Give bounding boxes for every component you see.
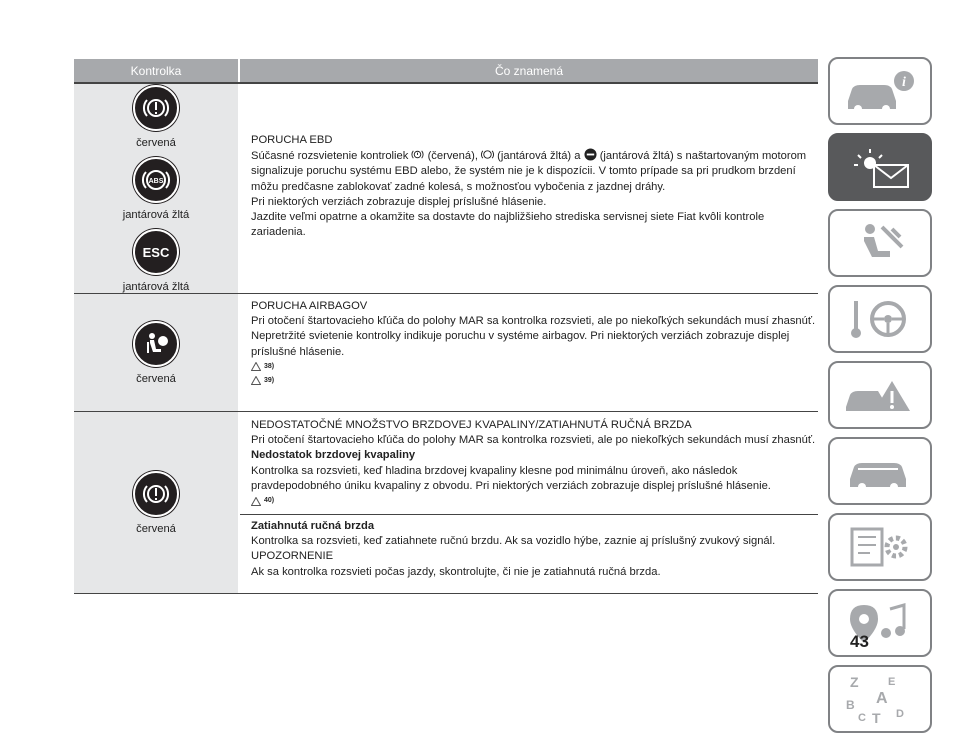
body-text: Súčasné rozsvietenie kontroliek (červená), (jantárová žltá) a (jantárová žltá) s naštartovaným motorom signalizuje poruchu systému EBD alebo, že systém nie je k dispozícii. V tomto prípade sa pri prudkom brzdení môžu predčasne zablokovať zadné kolesá, s možnosťou vybočenia z jazdnej dráhy. bbox=[251, 150, 807, 193]
page-number: 43 bbox=[850, 632, 869, 651]
warning-reference[interactable]: 39) bbox=[251, 374, 818, 388]
seat-airbag-icon bbox=[840, 219, 920, 267]
header-kontrolka: Kontrolka bbox=[74, 59, 238, 82]
subsection-title: Zatiahnutá ručná brzda bbox=[251, 520, 375, 533]
icon-caption: červená bbox=[136, 136, 176, 149]
fault-title: PORUCHA EBD bbox=[251, 134, 333, 146]
technical-data-icon bbox=[840, 523, 920, 571]
car-info-icon bbox=[840, 67, 920, 115]
tab-safety[interactable] bbox=[828, 209, 932, 277]
index-letter: D bbox=[896, 708, 904, 720]
index-letter: Z bbox=[850, 674, 859, 690]
body-text: Nepretržité svietenie kontrolky indikuje poruchu v systéme airbagov. Pri niektorých verziách zobrazuje displej príslušné hlásenie. bbox=[251, 330, 790, 358]
note-title: UPOZORNENIE bbox=[251, 550, 334, 563]
tab-technical-data[interactable] bbox=[828, 513, 932, 581]
icon-caption: červená bbox=[136, 372, 176, 385]
meaning-cell bbox=[240, 412, 818, 593]
index-letter: A bbox=[876, 690, 888, 707]
warning-triangle-icon bbox=[251, 497, 261, 506]
brake-warning-icon bbox=[133, 471, 179, 517]
brake-warning-icon bbox=[133, 85, 179, 131]
tab-starting-driving[interactable] bbox=[828, 285, 932, 353]
body-text: Kontrolka sa rozsvieti, keď hladina brzdovej kvapaliny klesne pod minimálnu úroveň, ako následok pravdepodobného úniku kvapaliny z obvodu. Pri niektorých verziách zobrazuje displej príslušné hlásenie. bbox=[251, 464, 771, 492]
car-maintenance-icon bbox=[840, 447, 920, 495]
icon-caption: jantárová žltá bbox=[122, 280, 190, 293]
icon-caption: červená bbox=[136, 522, 176, 535]
warning-reference[interactable]: 40) bbox=[251, 494, 818, 508]
emergency-accident-icon bbox=[840, 371, 920, 419]
index-letter: E bbox=[888, 676, 896, 688]
alphabetical-index-icon bbox=[840, 673, 920, 725]
brake-warning-icon bbox=[411, 148, 424, 161]
tab-warning-lights[interactable] bbox=[828, 133, 932, 201]
body-text: Ak sa kontrolka rozsvieti počas jazdy, skontrolujte, či nie je zatiahnutá ručná brzda. bbox=[251, 565, 661, 578]
fault-title: NEDOSTATOČNÉ MNOŽSTVO BRZDOVEJ KVAPALINY/ZATIAHNUTÁ RUČNÁ BRZDA bbox=[251, 419, 692, 431]
icon-caption: jantárová žltá bbox=[122, 208, 190, 221]
tab-maintenance[interactable] bbox=[828, 437, 932, 505]
svg-text:ABS: ABS bbox=[148, 177, 164, 185]
abs-icon bbox=[133, 157, 179, 203]
tab-emergency[interactable] bbox=[828, 361, 932, 429]
abs-icon bbox=[481, 148, 494, 161]
esc-icon bbox=[584, 148, 597, 161]
icon-cell bbox=[74, 412, 238, 593]
body-text: Pri niektorých verziách zobrazuje displej príslušné hlásenie. bbox=[251, 195, 547, 208]
esc-icon bbox=[133, 229, 179, 275]
table-header bbox=[74, 59, 818, 82]
icon-cell bbox=[74, 294, 238, 411]
header-meaning: Čo znamená bbox=[240, 59, 818, 82]
warning-light-message-icon bbox=[840, 143, 920, 191]
body-text: Kontrolka sa rozsvieti, keď zatiahnete ručnú brzdu. Ak sa vozidlo hýbe, zaznie aj príslušný zvukový signál. bbox=[251, 535, 776, 548]
index-letter: B bbox=[846, 698, 855, 712]
body-text: Pri otočení štartovacieho kľúča do polohy MAR sa kontrolka rozsvieti, ale po niekoľkých sekundách musí zhasnúť. bbox=[251, 434, 816, 447]
meaning-cell bbox=[240, 84, 818, 293]
meaning-cell bbox=[240, 294, 818, 411]
icon-cell bbox=[74, 84, 238, 293]
divider bbox=[240, 514, 818, 515]
table-row bbox=[74, 293, 818, 411]
body-text: Pri otočení štartovacieho kľúča do polohy MAR sa kontrolka rozsvieti, ale po niekoľkých sekundách musí zhasnúť. bbox=[251, 315, 816, 328]
svg-text:ESC: ESC bbox=[142, 244, 170, 260]
subsection-title: Nedostatok brzdovej kvapaliny bbox=[251, 449, 416, 462]
airbag-icon bbox=[133, 321, 179, 367]
tab-index[interactable] bbox=[828, 665, 932, 733]
svg-text:i: i bbox=[902, 75, 906, 90]
index-letter: T bbox=[872, 710, 881, 725]
warning-lights-table bbox=[74, 59, 818, 594]
table-row bbox=[74, 82, 818, 293]
index-letter: C bbox=[858, 712, 866, 724]
tab-car-info[interactable] bbox=[828, 57, 932, 125]
fault-title: PORUCHA AIRBAGOV bbox=[251, 300, 368, 312]
tab-multimedia[interactable] bbox=[828, 589, 932, 657]
steering-wheel-key-icon bbox=[840, 295, 920, 343]
warning-triangle-icon bbox=[251, 376, 261, 385]
warning-reference[interactable]: 38) bbox=[251, 360, 818, 374]
table-row bbox=[74, 411, 818, 594]
body-text: Jazdite veľmi opatrne a okamžite sa dostavte do najbližšieho strediska servisnej siete Fiat kvôli kontrole zariadenia. bbox=[251, 211, 765, 239]
warning-triangle-icon bbox=[251, 362, 261, 371]
chapter-tabs bbox=[828, 57, 932, 741]
